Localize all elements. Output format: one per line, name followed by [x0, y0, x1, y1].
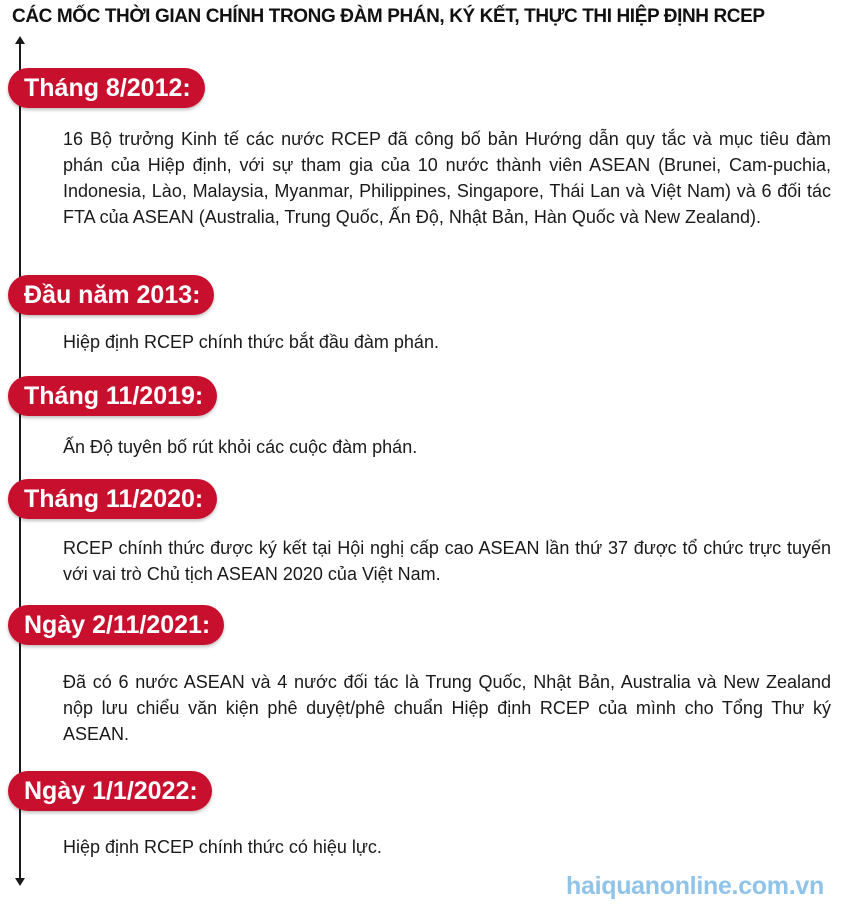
milestone-text-2019: Ấn Độ tuyên bố rút khỏi các cuộc đàm phán. — [63, 437, 418, 457]
milestone-label-2013: Đầu năm 2013: — [8, 275, 214, 315]
page-title: CÁC MỐC THỜI GIAN CHÍNH TRONG ĐÀM PHÁN, KÝ KẾT, THỰC THI HIỆP ĐỊNH RCEP — [12, 6, 765, 27]
milestone-label-2019: Tháng 11/2019: — [8, 376, 217, 416]
timeline-arrow-down-icon — [15, 878, 25, 886]
milestone-text-2021: Đã có 6 nước ASEAN và 4 nước đối tác là Trung Quốc, Nhật Bản, Australia và New Zealand nộp lưu chiểu văn kiện phê duyệt/phê chuẩn Hiệp định RCEP của mình cho Tổng Thư ký ASEAN. — [63, 672, 831, 744]
milestone-label-2020: Tháng 11/2020: — [8, 479, 217, 519]
milestone-text-2012: 16 Bộ trưởng Kinh tế các nước RCEP đã công bố bản Hướng dẫn quy tắc và mục tiêu đàm phán của Hiệp định, với sự tham gia của 10 nước thành viên ASEAN (Brunei, Cam-puchia, Indonesia, Lào, Malaysia, Myanmar, Philippines, Singapore, Thái Lan và Việt Nam) và 6 đối tác FTA của ASEAN (Australia, Trung Quốc, Ấn Độ, Nhật Bản, Hàn Quốc và New Zealand). — [63, 129, 831, 227]
milestone-text-2022: Hiệp định RCEP chính thức có hiệu lực. — [63, 837, 382, 857]
milestone-text-2020: RCEP chính thức được ký kết tại Hội nghị cấp cao ASEAN lần thứ 37 được tổ chức trực tuyến với vai trò Chủ tịch ASEAN 2020 của Việt Nam. — [63, 538, 831, 584]
timeline-axis — [19, 42, 21, 880]
milestone-label-2022: Ngày 1/1/2022: — [8, 771, 212, 811]
milestone-text-2013: Hiệp định RCEP chính thức bắt đầu đàm phán. — [63, 332, 439, 352]
milestone-label-2021: Ngày 2/11/2021: — [8, 605, 224, 645]
milestone-label-2012: Tháng 8/2012: — [8, 68, 205, 108]
source-footer: haiquanonline.com.vn — [566, 872, 824, 900]
